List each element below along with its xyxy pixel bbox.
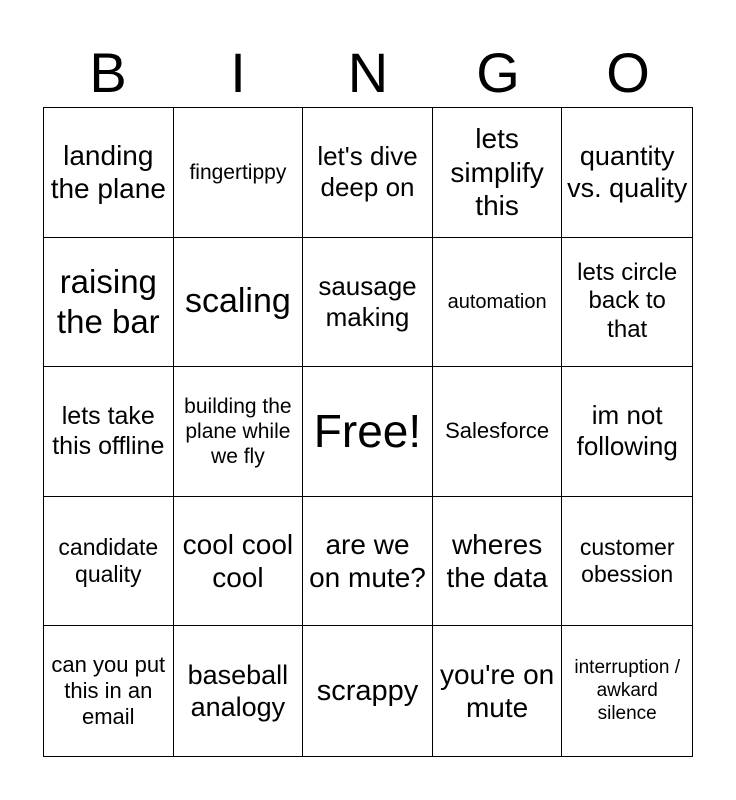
cell-text: sausage making bbox=[318, 270, 417, 332]
cell-text: landing the plane bbox=[50, 139, 166, 205]
bingo-cell[interactable] bbox=[174, 367, 304, 497]
bingo-board bbox=[43, 107, 693, 757]
cell-text: quantity vs. quality bbox=[567, 140, 688, 204]
bingo-cell[interactable] bbox=[174, 238, 304, 368]
cell-text: lets circle back to that bbox=[577, 258, 678, 344]
cell-text: are we on mute? bbox=[309, 528, 426, 594]
bingo-cell[interactable] bbox=[174, 626, 304, 756]
bingo-cell[interactable] bbox=[174, 108, 304, 238]
bingo-cell[interactable] bbox=[303, 108, 433, 238]
cell-text: wheres the data bbox=[446, 528, 548, 594]
bingo-cell[interactable] bbox=[303, 626, 433, 756]
header-letter-g: G bbox=[476, 41, 520, 104]
bingo-cell[interactable] bbox=[433, 626, 563, 756]
bingo-cell[interactable] bbox=[433, 367, 563, 497]
bingo-cell[interactable] bbox=[433, 238, 563, 368]
bingo-cell[interactable] bbox=[562, 497, 692, 627]
bingo-cell[interactable] bbox=[44, 497, 174, 627]
bingo-header bbox=[43, 40, 693, 106]
bingo-cell[interactable] bbox=[44, 108, 174, 238]
bingo-cell[interactable] bbox=[303, 238, 433, 368]
bingo-cell[interactable] bbox=[174, 497, 304, 627]
bingo-cell[interactable] bbox=[562, 626, 692, 756]
cell-text: let's dive deep on bbox=[317, 141, 418, 203]
header-letter-o: O bbox=[606, 41, 650, 104]
header-letter-i: I bbox=[230, 41, 246, 104]
cell-text: baseball analogy bbox=[187, 659, 289, 723]
bingo-cell[interactable] bbox=[562, 108, 692, 238]
bingo-cell[interactable] bbox=[433, 497, 563, 627]
cell-text: building the plane while we fly bbox=[184, 394, 292, 469]
cell-text: scrappy bbox=[316, 674, 419, 707]
cell-text: scaling bbox=[184, 282, 291, 321]
bingo-cell[interactable] bbox=[562, 367, 692, 497]
free-space[interactable] bbox=[303, 367, 433, 497]
cell-text: Free! bbox=[313, 404, 422, 457]
header-letter-n: N bbox=[347, 41, 389, 104]
bingo-cell[interactable] bbox=[433, 108, 563, 238]
cell-text: interruption / awkard silence bbox=[574, 657, 680, 724]
cell-text: raising the bar bbox=[56, 263, 160, 340]
cell-text: customer obession bbox=[579, 533, 675, 588]
cell-text: Salesforce bbox=[445, 418, 550, 444]
cell-text: lets simplify this bbox=[450, 122, 544, 222]
bingo-cell[interactable] bbox=[303, 497, 433, 627]
bingo-cell[interactable] bbox=[562, 238, 692, 368]
cell-text: you're on mute bbox=[439, 658, 555, 724]
bingo-cell[interactable] bbox=[44, 367, 174, 497]
cell-text: lets take this offline bbox=[52, 402, 165, 461]
bingo-cell[interactable] bbox=[44, 238, 174, 368]
bingo-cell[interactable] bbox=[44, 626, 174, 756]
cell-text: cool cool cool bbox=[182, 528, 294, 594]
cell-text: fingertippy bbox=[189, 160, 287, 184]
cell-text: candidate quality bbox=[58, 533, 159, 588]
cell-text: can you put this in an email bbox=[51, 651, 166, 730]
cell-text: automation bbox=[447, 290, 547, 313]
header-letter-b: B bbox=[89, 41, 127, 104]
cell-text: im not following bbox=[576, 400, 678, 462]
